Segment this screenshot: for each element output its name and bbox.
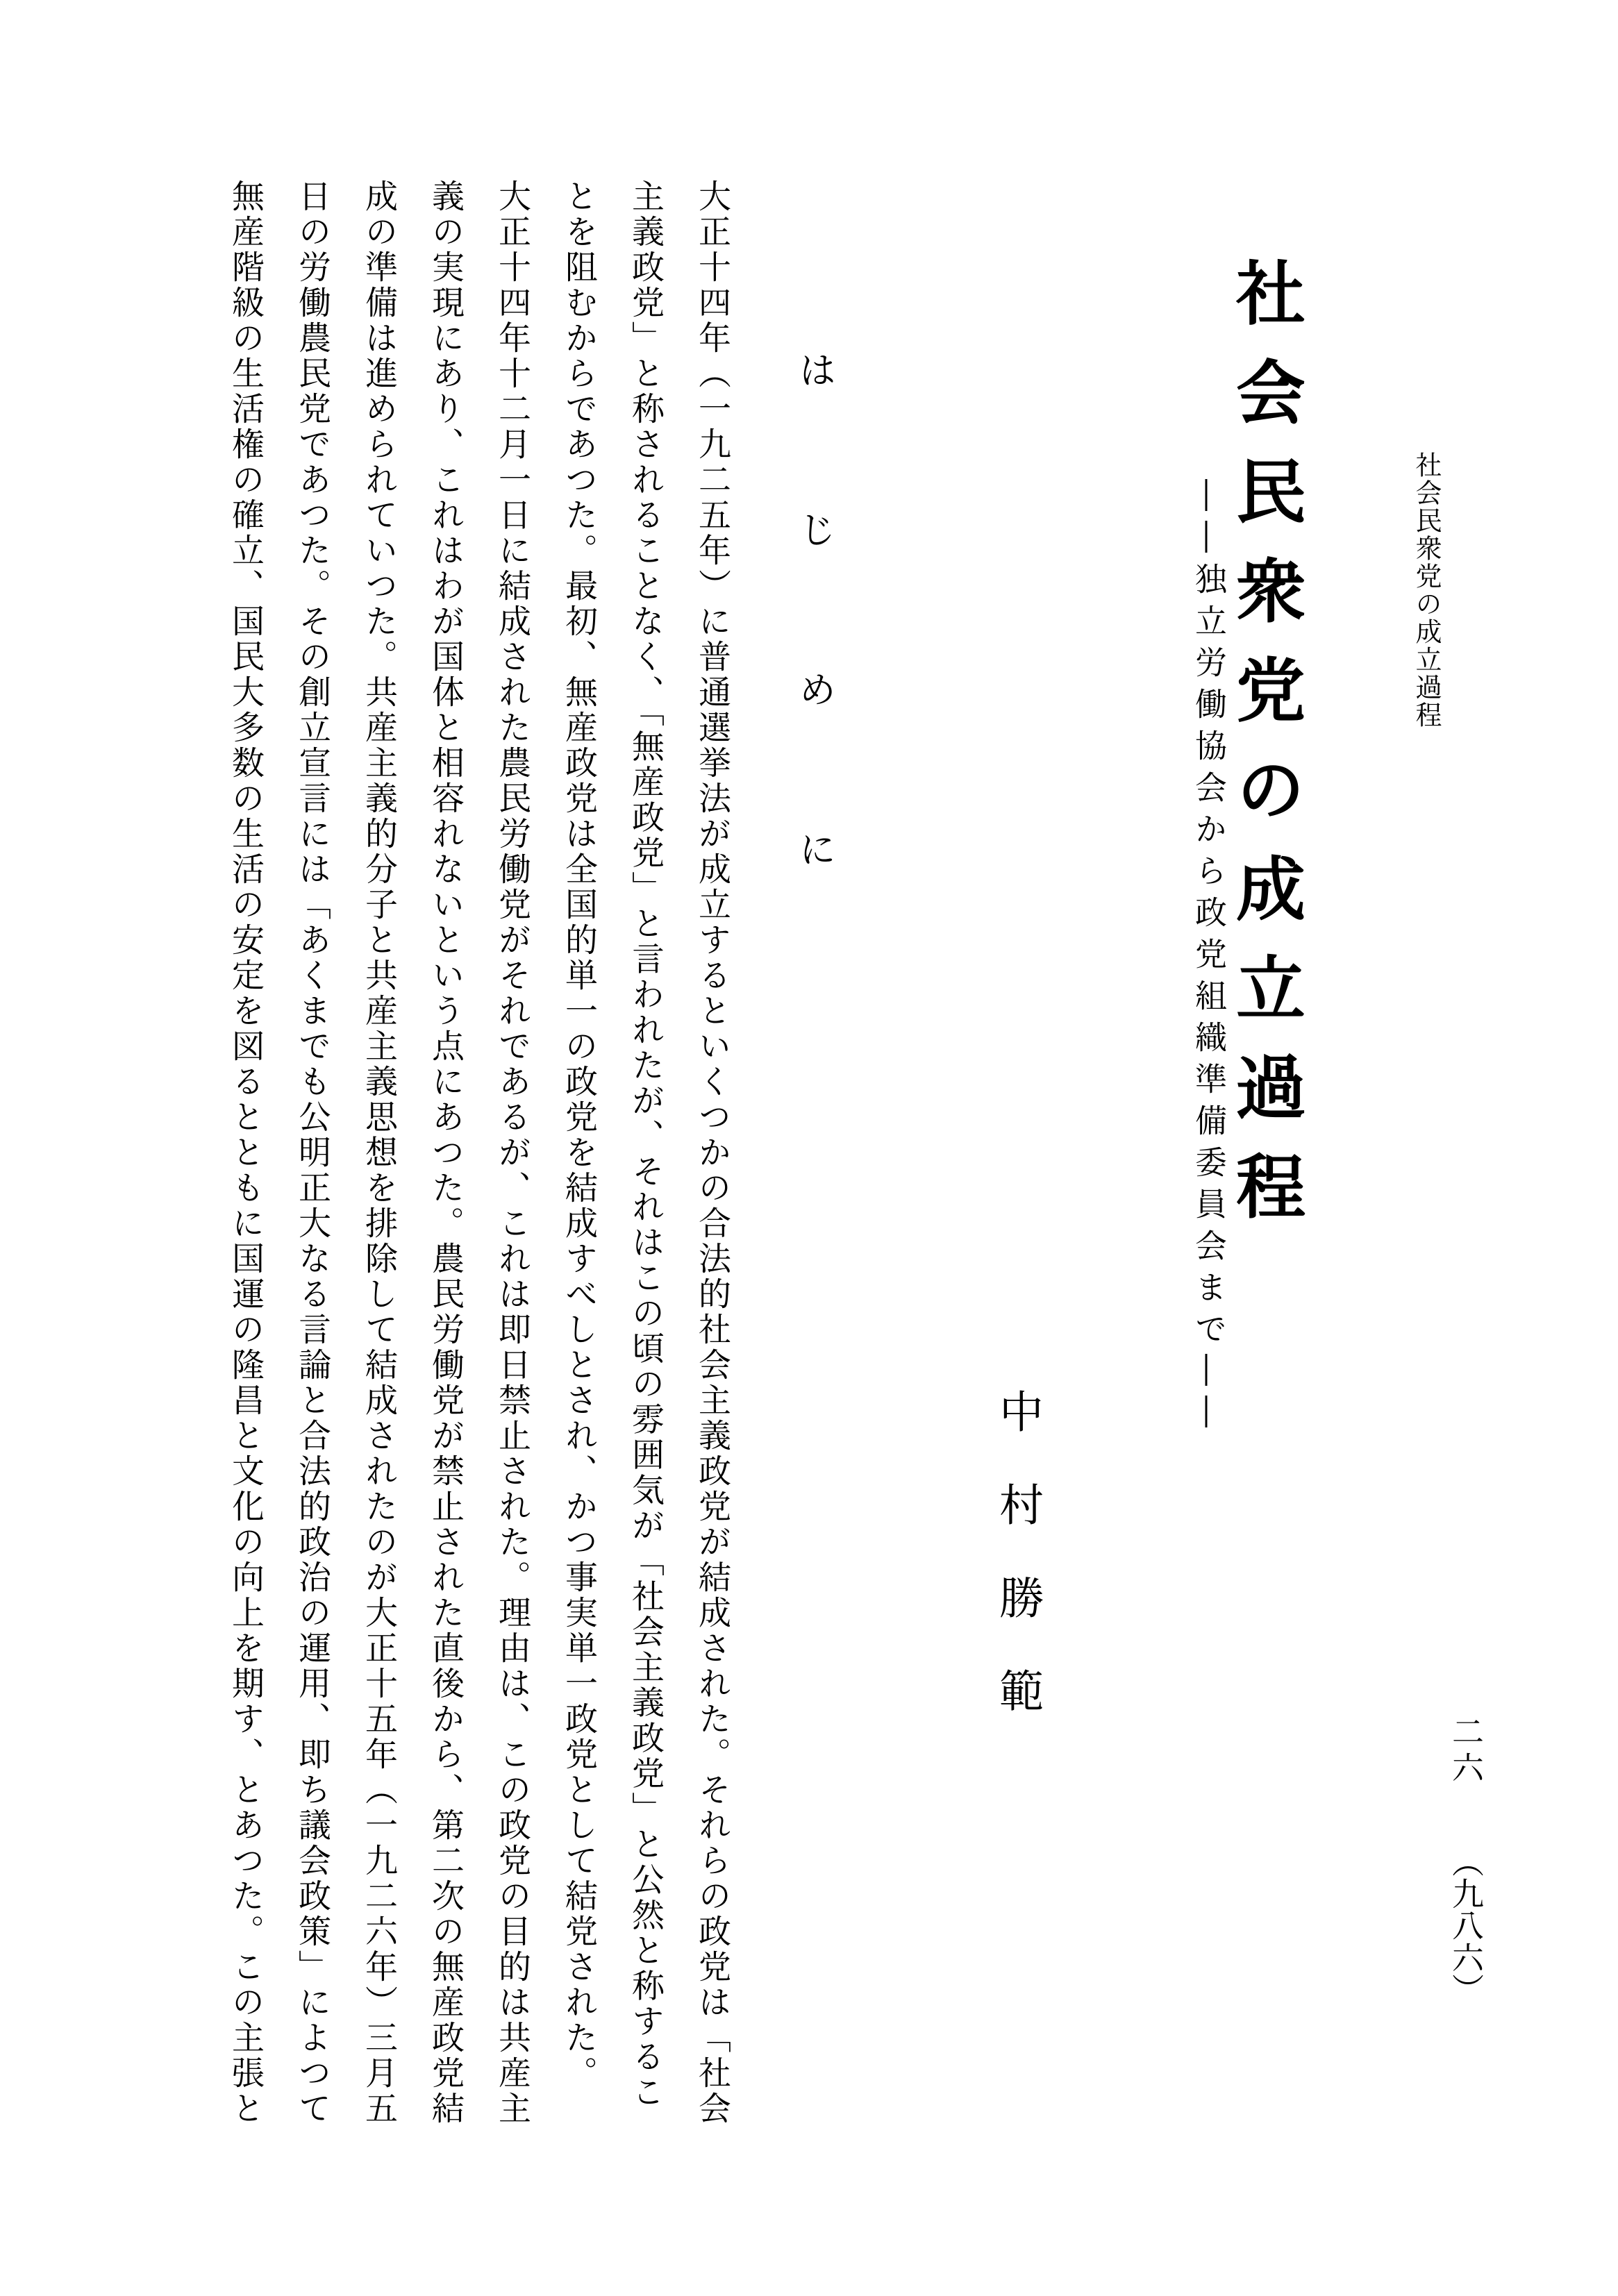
body-column: 大正十四年十二月一日に結成された農民労働党がそれであるが、これは即日禁止された。理由は、この政党の目的は共産主 bbox=[493, 179, 531, 2127]
body-column: とを阻むからであつた。最初、無産政党は全国的単一の政党を結成すべしとされ、かつ事実単一政党として結党された。 bbox=[560, 179, 598, 2091]
body-column: 主義政党」と称されることなく、「無産政党」と言われたが、それはこの頃の雰囲気が「社会主義政党」と公然と称するこ bbox=[626, 179, 665, 2111]
body-column: 義の実現にあり、これはわが国体と相容れないという点にあつた。農民労働党が禁止された直後から、第二次の無産政党結 bbox=[426, 179, 465, 2127]
article-subtitle: ――独立労働協会から政党組織準備委員会まで―― bbox=[1190, 479, 1228, 1437]
author-name: 中村勝範 bbox=[992, 1389, 1043, 1761]
article-title: 社会民衆党の成立過程 bbox=[1224, 257, 1306, 1250]
section-heading-hajimeni: はじめに bbox=[793, 351, 837, 989]
page-number: 二六 bbox=[1447, 1715, 1485, 1787]
running-header: 社会民衆党の成立過程 bbox=[1411, 451, 1442, 729]
body-column: 日の労働農民党であつた。その創立宣言には「あくまでも公明正大なる言論と合法的政治の運用、即ち議会政策」によつて bbox=[293, 179, 331, 2127]
body-text bbox=[212, 179, 745, 2179]
body-column: 大正十四年（一九二五年）に普通選挙法が成立するといくつかの合法的社会主義政党が結成された。それらの政党は「社会 bbox=[693, 179, 731, 2127]
body-column: 成の準備は進められていつた。共産主義的分子と共産主義思想を排除して結成されたのが大正十五年（一九二六年）三月五 bbox=[360, 179, 398, 2127]
page-number-paren: （九八六） bbox=[1447, 1845, 1485, 2005]
body-column: 無産階級の生活権の確立、国民大多数の生活の安定を図るとともに国運の隆昌と文化の向上を期す、とあつた。この主張と bbox=[226, 179, 265, 2127]
